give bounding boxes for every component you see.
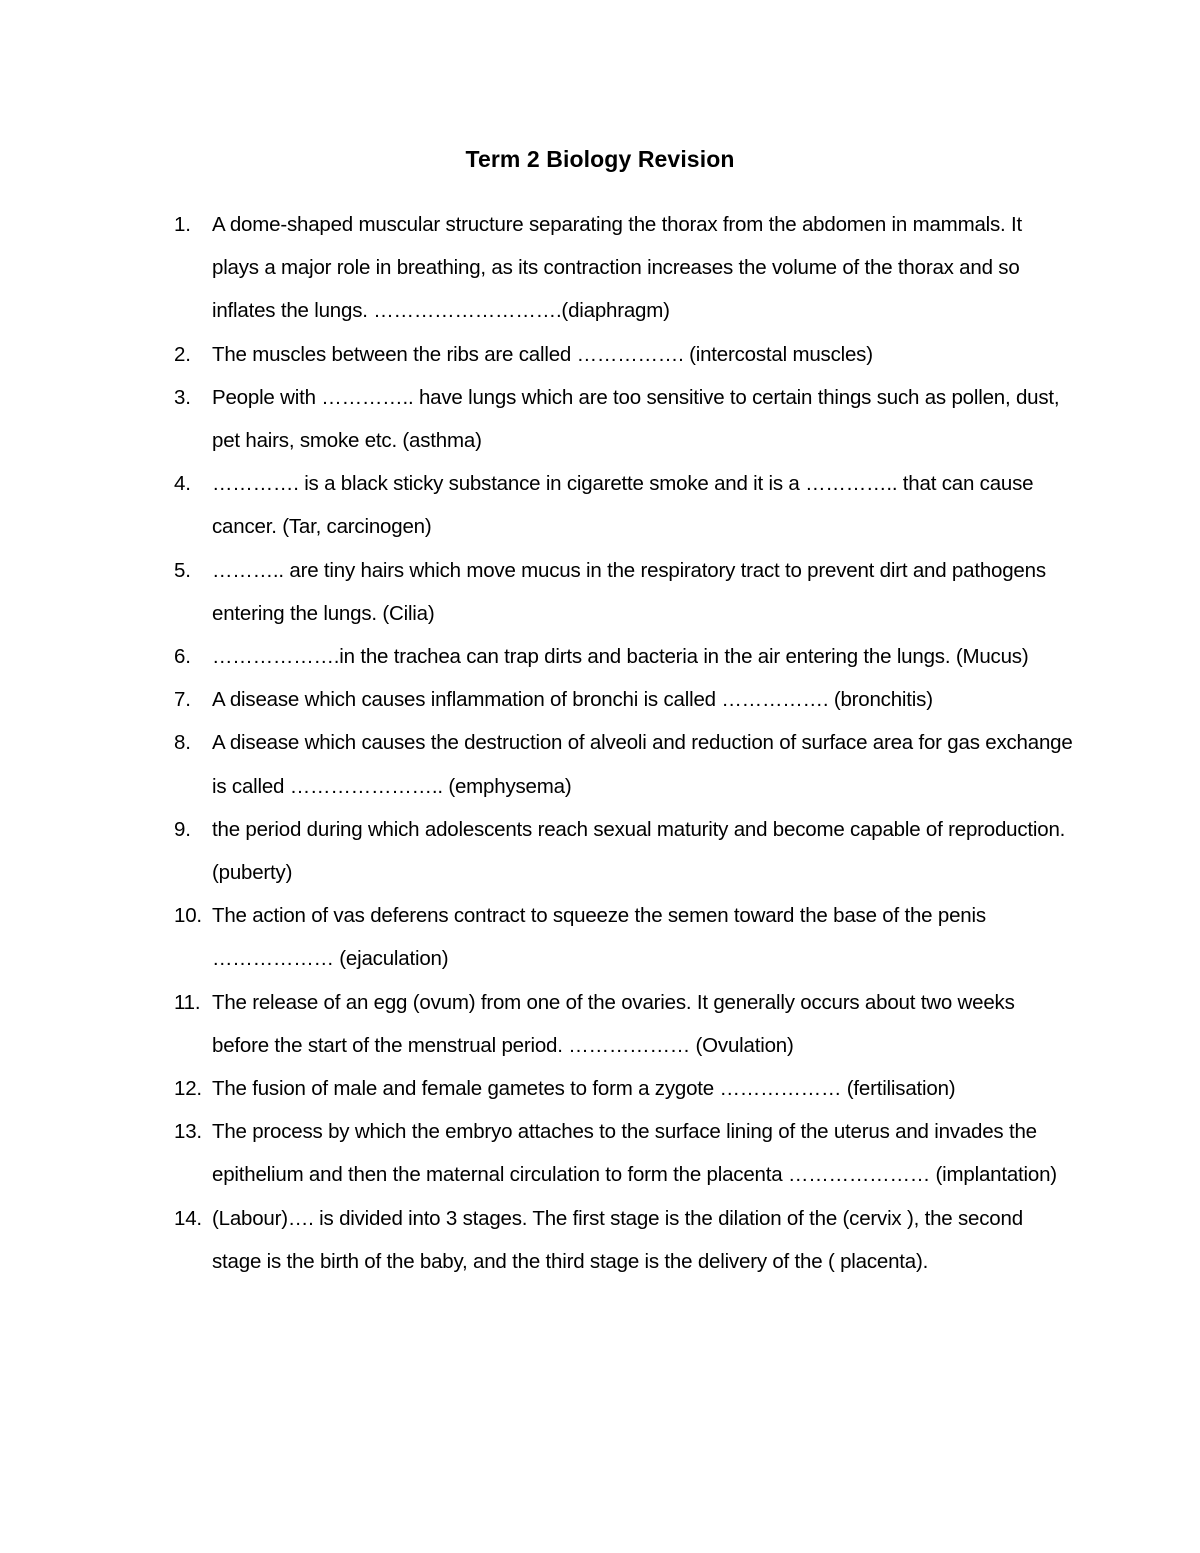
question-number: 2. (174, 342, 191, 366)
question-item (174, 1067, 1074, 1110)
question-number: 9. (174, 817, 191, 841)
question-item (174, 721, 1074, 807)
question-item (174, 376, 1074, 462)
question-text: The fusion of male and female gametes to form a zygote ……………… (fertilisation) (212, 1077, 956, 1101)
question-text: The release of an egg (ovum) from one of the ovaries. It generally occurs about two weeks before the start of the menstrual period. ……………… (Ovulation) (212, 990, 1015, 1057)
question-text: …………. is a black sticky substance in cigarette smoke and it is a ………….. that can cause cancer. (Tar, carcinogen) (212, 472, 1034, 539)
question-item (174, 981, 1074, 1067)
question-text: The muscles between the ribs are called ……………. (intercostal muscles) (212, 342, 873, 366)
question-number: 7. (174, 688, 191, 712)
question-item (174, 549, 1074, 635)
question-item (174, 203, 1074, 333)
question-number: 12. (174, 1077, 202, 1101)
question-list (174, 203, 1074, 1283)
question-text: (Labour)…. is divided into 3 stages. The first stage is the dilation of the (cervix ), the second stage is the birth of the baby, and the third stage is the delivery of the ( placenta). (212, 1206, 1023, 1273)
question-item (174, 808, 1074, 894)
page-title: Term 2 Biology Revision (465, 146, 735, 172)
question-text: People with ………….. have lungs which are too sensitive to certain things such as pollen, dust, pet hairs, smoke etc. (asthma) (212, 385, 1060, 453)
question-text: the period during which adolescents reach sexual maturity and become capable of reproduction. (puberty) (212, 817, 1066, 885)
question-number: 8. (174, 731, 191, 755)
question-item (174, 635, 1074, 678)
question-item (174, 678, 1074, 721)
question-number: 5. (174, 558, 191, 582)
question-text: ……………….in the trachea can trap dirts and bacteria in the air entering the lungs. (Mucus) (212, 645, 1029, 669)
question-text: A disease which causes inflammation of bronchi is called ……………. (bronchitis) (212, 688, 933, 712)
question-number: 11. (174, 990, 201, 1014)
question-number: 14. (174, 1206, 202, 1230)
question-item (174, 1197, 1074, 1283)
question-number: 13. (174, 1120, 202, 1144)
question-number: 3. (174, 385, 191, 409)
question-item (174, 894, 1074, 980)
question-text: A dome-shaped muscular structure separating the thorax from the abdomen in mammals. It plays a major role in breathing, as its contraction increases the volume of the thorax and so inflates the lungs. ……………………….(diaphragm) (212, 213, 1023, 323)
question-text: A disease which causes the destruction of alveoli and reduction of surface area for gas exchange is called ………………….. (emphysema) (212, 731, 1073, 798)
question-number: 6. (174, 645, 191, 669)
question-item (174, 462, 1074, 548)
question-item (174, 333, 1074, 376)
question-number: 1. (174, 213, 191, 236)
question-number: 4. (174, 472, 191, 496)
question-text: The process by which the embryo attaches to the surface lining of the uterus and invades the epithelium and then the maternal circulation to form the placenta ………………… (implantation) (212, 1120, 1057, 1187)
question-item (174, 1110, 1074, 1196)
question-text: The action of vas deferens contract to squeeze the semen toward the base of the penis ……………… (ejaculation) (212, 904, 986, 971)
question-text: ……….. are tiny hairs which move mucus in the respiratory tract to prevent dirt and pathogens entering the lungs. (Cilia) (212, 558, 1046, 625)
question-number: 10. (174, 904, 202, 928)
